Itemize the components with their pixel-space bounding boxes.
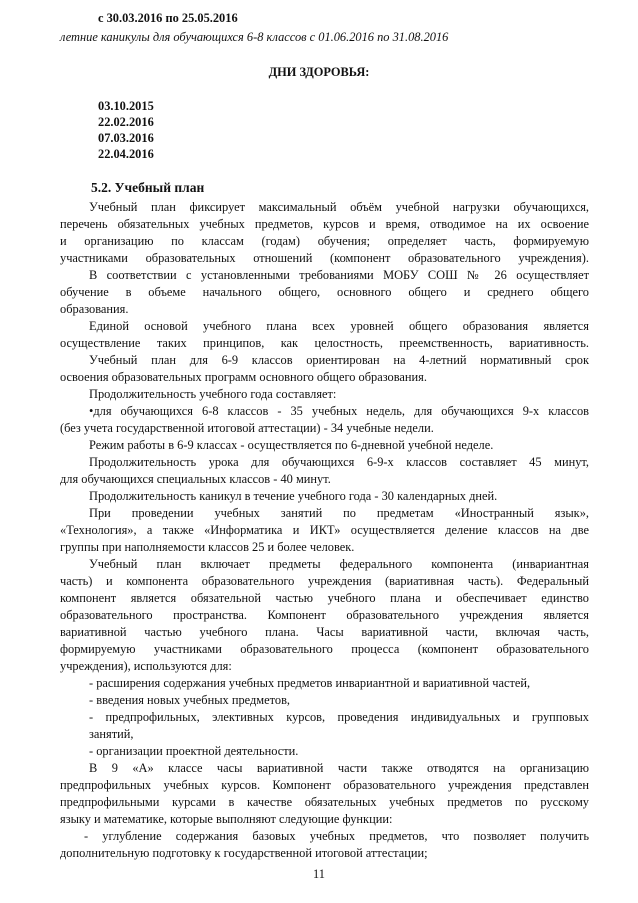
list-item-continuation: занятий, [89, 727, 134, 741]
paragraph-line: предпрофильными курсами в качестве обязательных учебных предметов по русскому [60, 795, 589, 809]
paragraph-line: группы при наполняемости классов 25 и более человек. [60, 540, 355, 554]
paragraph-line: учреждения), используются для: [60, 659, 232, 673]
section-title: 5.2. Учебный план [91, 180, 205, 195]
paragraph-line: часть) и компонента образовательного учреждения (вариативная часть). Федеральный [60, 574, 589, 588]
list-item: - организации проектной деятельности. [89, 744, 299, 758]
paragraph-line: Учебный план фиксирует максимальный объём учебной нагрузки обучающихся, [89, 200, 589, 214]
paragraph-line: образовательного пространства. Компонент образовательного учреждения является [60, 608, 589, 622]
health-day-date: 22.02.2016 [98, 115, 154, 129]
list-item: - предпрофильных, элективных курсов, проведения индивидуальных и групповых [89, 710, 589, 724]
paragraph-line: Продолжительность учебного года составляет: [89, 387, 337, 401]
paragraph-line: осуществление таких принципов, как целостность, преемственность, вариативность. [60, 336, 589, 350]
health-day-date: 07.03.2016 [98, 131, 154, 145]
paragraph-line: образования. [60, 302, 129, 316]
paragraph-line: формируемую участниками образовательного процесса (компонент образовательного [60, 642, 589, 656]
paragraph-line: предпрофильных учебных курсов. Компонент образовательного учреждения представлен [60, 778, 589, 792]
list-item: - расширения содержания учебных предметов инвариантной и вариативной частей, [89, 676, 531, 690]
paragraph-line: языку и математике, которые выполняют следующие функции: [60, 812, 393, 826]
paragraph-line: Учебный план для 6-9 классов ориентирован на 4-летний нормативный срок [89, 353, 589, 367]
paragraph-line: Учебный план включает предметы федерального компонента (инвариантная [89, 557, 589, 571]
list-item: - введения новых учебных предметов, [89, 693, 291, 707]
paragraph-line: для обучающихся специальных классов - 40 минут. [60, 472, 331, 486]
paragraph-line: дополнительную подготовку к государственной итоговой аттестации; [60, 846, 428, 860]
health-day-date: 22.04.2016 [98, 147, 154, 161]
health-day-date: 03.10.2015 [98, 99, 154, 113]
paragraph-line: (без учета государственной итоговой аттестации) - 34 учебные недели. [60, 421, 434, 435]
paragraph-line: Режим работы в 6-9 классах - осуществляется по 6-дневной учебной неделе. [89, 438, 494, 452]
paragraph-line: обучение в объеме начального общего, основного общего и среднего общего [60, 285, 589, 299]
paragraph-line: В 9 «А» классе часы вариативной части также отводятся на организацию [89, 761, 589, 775]
paragraph-line: В соответствии с установленными требованиями МОБУ СОШ № 26 осуществляет [89, 268, 589, 282]
paragraph-line: «Технология», а также «Информатика и ИКТ» осуществляется деление классов на две [60, 523, 589, 537]
paragraph-line: участниками образовательных отношений (компонент образовательного учреждения). [60, 251, 589, 265]
paragraph-line: Продолжительность урока для обучающихся 6-9-х классов составляет 45 минут, [89, 455, 589, 469]
list-item: - углубление содержания базовых учебных предметов, что позволяет получить [84, 829, 589, 843]
page-number: 11 [313, 867, 325, 881]
paragraph-line: освоения образовательных программ основного общего образования. [60, 370, 427, 384]
paragraph-line: Продолжительность каникул в течение учебного года - 30 календарных дней. [89, 489, 498, 503]
paragraph-line: •для обучающихся 6-8 классов - 35 учебных недель, для обучающихся 9-х классов [89, 404, 589, 418]
paragraph-line: При проведении учебных занятий по предметам «Иностранный язык», [89, 506, 589, 520]
health-days-title: ДНИ ЗДОРОВЬЯ: [268, 65, 370, 79]
paragraph-line: перечень обязательных учебных предметов, курсов и время, отводимое на их освоение [60, 217, 589, 231]
period-heading: с 30.03.2016 по 25.05.2016 [98, 11, 238, 25]
paragraph-line: и организацию по классам (годам) обучения; определяет часть, формируемую [60, 234, 589, 248]
paragraph-line: вариативной частью учебного плана. Часы вариативной части, включая часть, [60, 625, 589, 639]
paragraph-line: Единой основой учебного плана всех уровней общего образования является [89, 319, 589, 333]
paragraph-line: компонент является обязательной частью учебного плана и обеспечивает единство [60, 591, 589, 605]
summer-break-line: летние каникулы для обучающихся 6-8 классов с 01.06.2016 по 31.08.2016 [60, 30, 449, 44]
